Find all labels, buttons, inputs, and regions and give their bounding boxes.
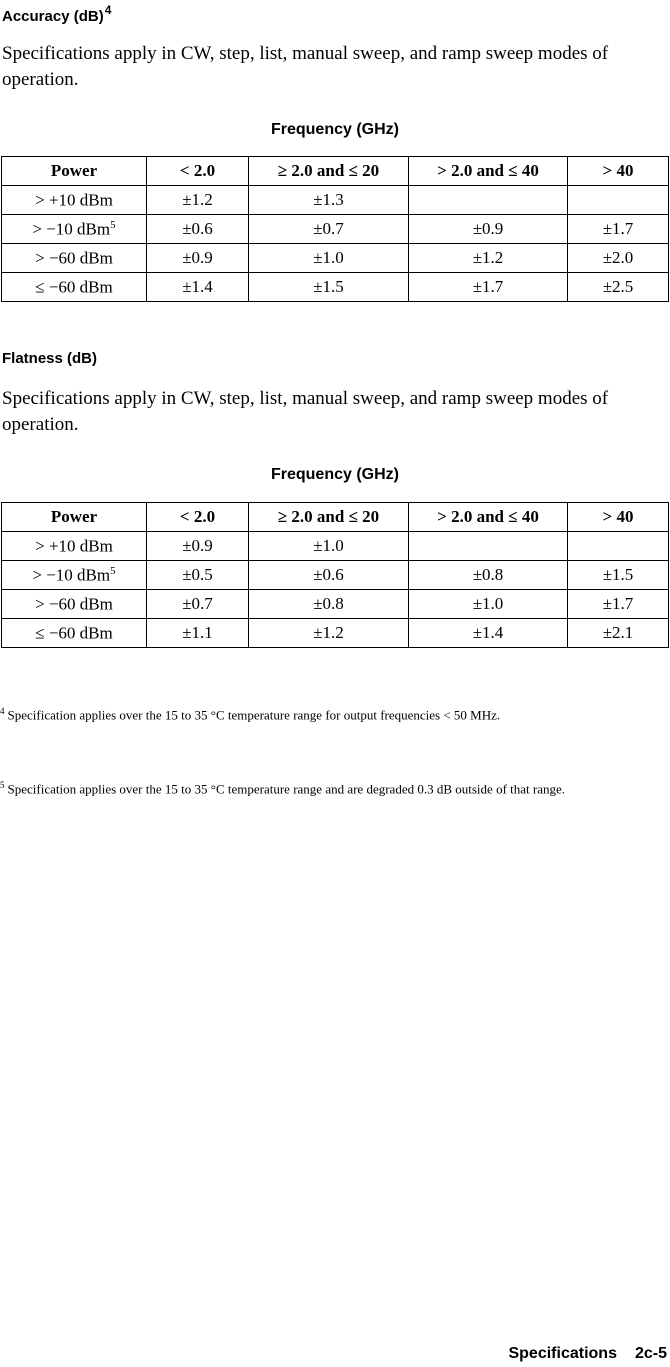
value-cell bbox=[409, 532, 568, 561]
value-cell: ±1.5 bbox=[249, 273, 409, 302]
accuracy-frequency-title: Frequency (GHz) bbox=[270, 121, 399, 138]
power-cell: ≤ −60 dBm bbox=[2, 619, 147, 648]
value-cell: ±0.7 bbox=[147, 590, 249, 619]
value-cell: ±1.4 bbox=[409, 619, 568, 648]
accuracy-table-header bbox=[2, 157, 669, 186]
header-freq-2: ≥ 2.0 and ≤ 20 bbox=[249, 503, 409, 532]
value-cell: ±1.2 bbox=[409, 244, 568, 273]
value-cell: ±2.5 bbox=[568, 273, 669, 302]
value-cell: ±1.7 bbox=[568, 215, 669, 244]
table-row bbox=[2, 590, 669, 619]
value-cell: ±1.3 bbox=[249, 186, 409, 215]
header-power: Power bbox=[2, 503, 147, 532]
value-cell: ±0.8 bbox=[409, 561, 568, 590]
table-row bbox=[2, 561, 669, 590]
value-cell: ±1.4 bbox=[147, 273, 249, 302]
header-freq-3: > 2.0 and ≤ 40 bbox=[409, 503, 568, 532]
footnote-5 bbox=[0, 776, 660, 798]
value-cell: ±0.9 bbox=[409, 215, 568, 244]
header-power: Power bbox=[2, 157, 147, 186]
value-cell: ±0.6 bbox=[147, 215, 249, 244]
table-row bbox=[2, 273, 669, 302]
table-row bbox=[2, 244, 669, 273]
power-cell: > −10 dBm$^5$ bbox=[2, 561, 147, 590]
header-freq-1: < 2.0 bbox=[147, 503, 249, 532]
header-freq-2: ≥ 2.0 and ≤ 20 bbox=[249, 157, 409, 186]
accuracy-footnote-ref: 4 bbox=[104, 3, 112, 17]
flatness-heading: Flatness (dB) bbox=[2, 350, 98, 367]
value-cell: ±1.7 bbox=[409, 273, 568, 302]
value-cell: ±0.7 bbox=[249, 215, 409, 244]
flatness-description: Specifications apply in CW, step, list, manual sweep, and ramp sweep modes of operation. bbox=[2, 388, 609, 435]
flatness-frequency-title: Frequency (GHz) bbox=[270, 466, 399, 483]
footnote-mark: 5 bbox=[0, 780, 5, 790]
value-cell: ±1.0 bbox=[249, 532, 409, 561]
table-row bbox=[2, 215, 669, 244]
accuracy-heading-text: Accuracy (dB) bbox=[2, 8, 104, 25]
footer-page-number: 2c-5 bbox=[634, 1345, 667, 1362]
value-cell bbox=[568, 532, 669, 561]
accuracy-heading bbox=[2, 3, 111, 25]
header-freq-3: > 2.0 and ≤ 40 bbox=[409, 157, 568, 186]
value-cell: ±0.8 bbox=[249, 590, 409, 619]
accuracy-description: Specifications apply in CW, step, list, manual sweep, and ramp sweep modes of operation. bbox=[2, 43, 609, 90]
table-row bbox=[2, 186, 669, 215]
power-cell: > −60 dBm bbox=[2, 590, 147, 619]
power-cell: > −60 dBm bbox=[2, 244, 147, 273]
header-freq-4: > 40 bbox=[568, 503, 669, 532]
header-freq-1: < 2.0 bbox=[147, 157, 249, 186]
value-cell: ±1.1 bbox=[147, 619, 249, 648]
footer-section-label: Specifications bbox=[508, 1345, 617, 1362]
value-cell: ±1.7 bbox=[568, 590, 669, 619]
power-cell: > −10 dBm$^5$ bbox=[2, 215, 147, 244]
table-row bbox=[2, 619, 669, 648]
value-cell bbox=[568, 186, 669, 215]
page-footer bbox=[508, 1345, 667, 1363]
value-cell: ±1.5 bbox=[568, 561, 669, 590]
header-freq-4: > 40 bbox=[568, 157, 669, 186]
power-cell: > +10 dBm bbox=[2, 186, 147, 215]
value-cell: ±1.2 bbox=[147, 186, 249, 215]
value-cell: ±1.2 bbox=[249, 619, 409, 648]
value-cell: ±0.9 bbox=[147, 244, 249, 273]
power-cell: > +10 dBm bbox=[2, 532, 147, 561]
accuracy-table bbox=[1, 156, 669, 302]
footnote-4 bbox=[0, 702, 660, 724]
footnote-mark: 4 bbox=[0, 706, 5, 716]
value-cell: ±2.1 bbox=[568, 619, 669, 648]
value-cell: ±0.5 bbox=[147, 561, 249, 590]
value-cell: ±1.0 bbox=[249, 244, 409, 273]
flatness-table-header bbox=[2, 503, 669, 532]
power-cell: ≤ −60 dBm bbox=[2, 273, 147, 302]
flatness-table bbox=[1, 502, 669, 648]
value-cell: ±1.0 bbox=[409, 590, 568, 619]
value-cell: ±0.9 bbox=[147, 532, 249, 561]
value-cell bbox=[409, 186, 568, 215]
footnote-text: Specification applies over the 15 to 35 °C temperature range and are degraded 0.3 dB outside of that range. bbox=[7, 781, 566, 797]
table-row bbox=[2, 532, 669, 561]
footnote-text: Specification applies over the 15 to 35 °C temperature range for output frequencies < 50 MHz. bbox=[7, 707, 501, 723]
value-cell: ±2.0 bbox=[568, 244, 669, 273]
value-cell: ±0.6 bbox=[249, 561, 409, 590]
